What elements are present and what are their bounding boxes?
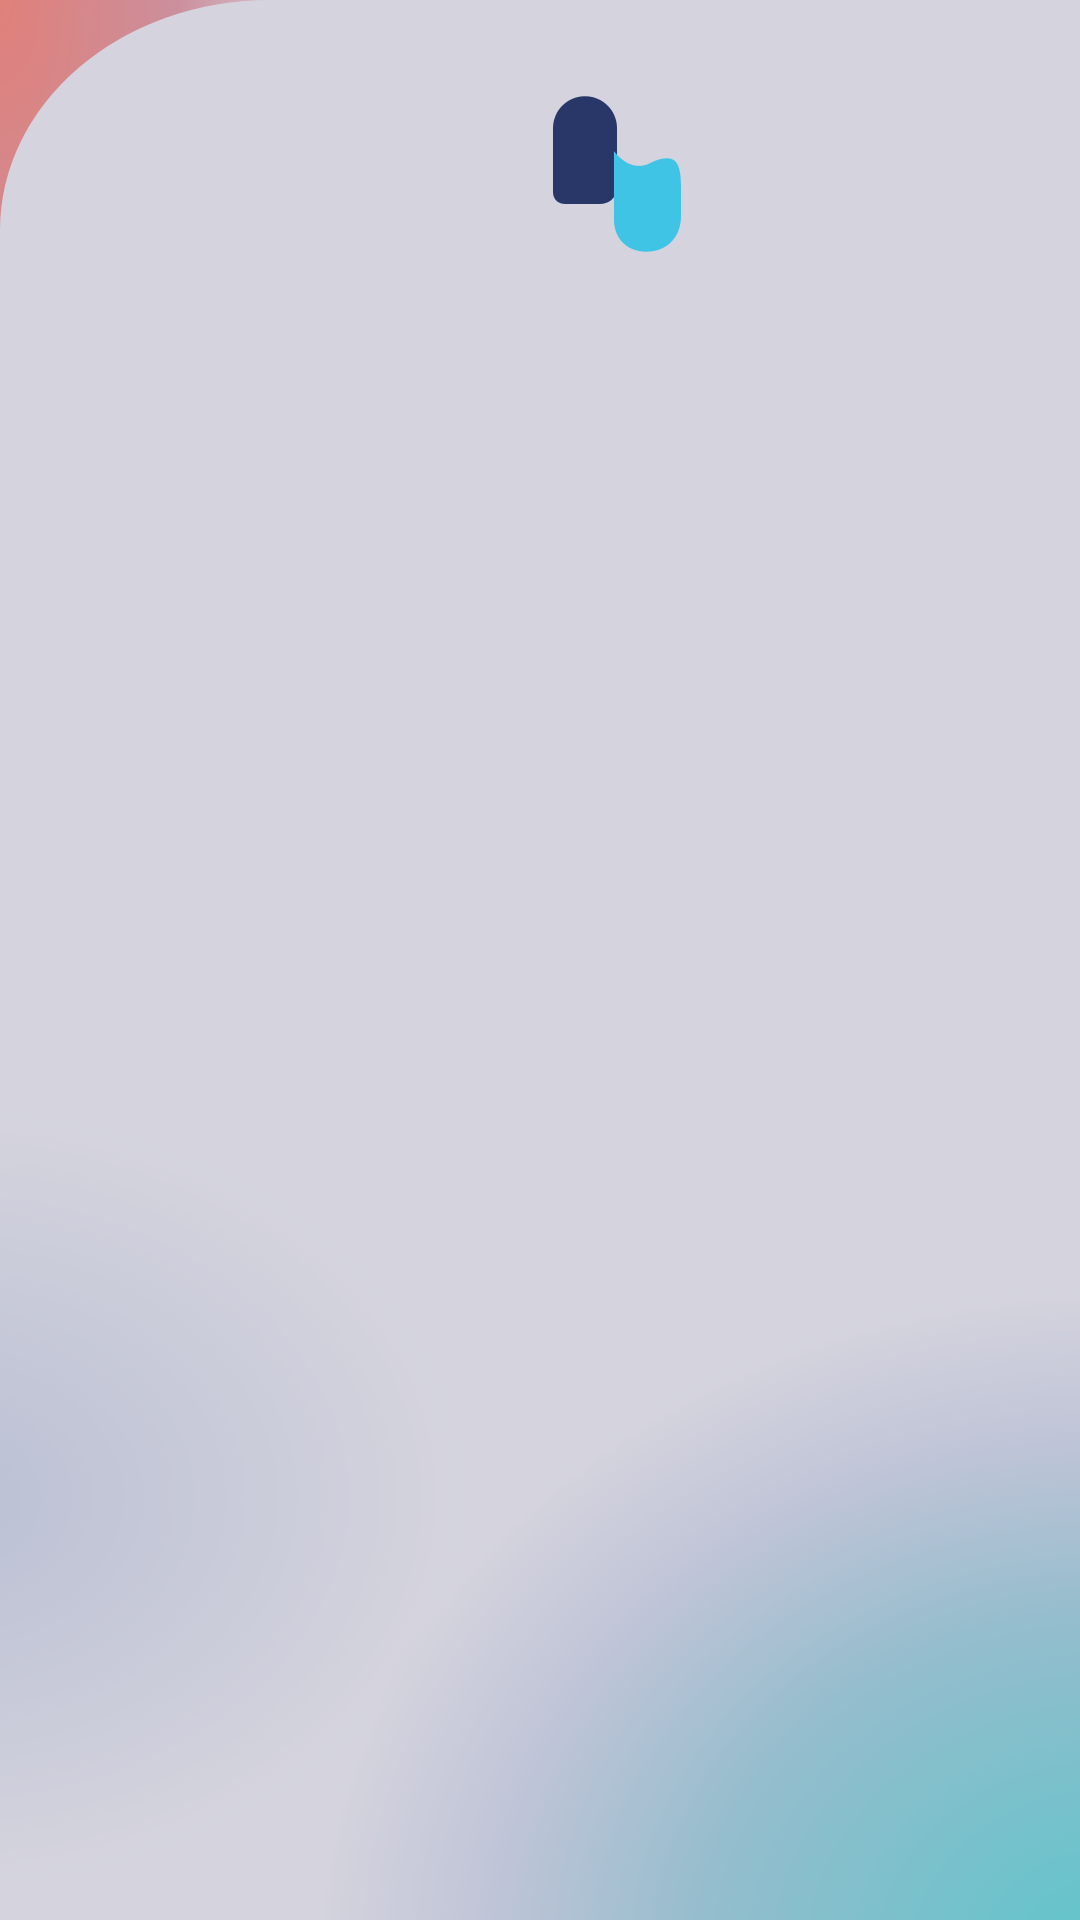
qr-code bbox=[888, 682, 1024, 810]
college-logo-icon bbox=[553, 96, 681, 252]
qr-code-graphic bbox=[888, 682, 1024, 810]
